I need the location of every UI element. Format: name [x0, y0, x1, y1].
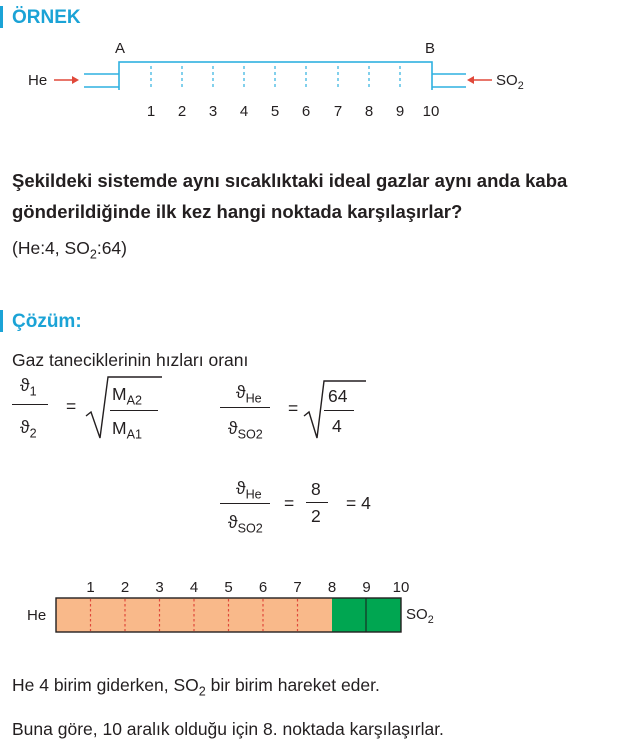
tube-tick-labels	[0, 103, 622, 123]
tube-tick-3: 3	[208, 103, 218, 120]
point-b-label: B	[425, 40, 436, 57]
bar-tick-7: 7	[293, 579, 302, 596]
f3-fraction-line	[220, 503, 270, 504]
bar-he-label: He	[27, 607, 47, 624]
f2-equals: =	[288, 398, 299, 418]
f1-equals: =	[66, 396, 77, 416]
conclusion-line-1: He 4 birim giderken, $SO_2$ bir birim hareket eder.	[12, 675, 380, 699]
f1-root-numerator: $M_{A2}$	[112, 384, 142, 408]
tube-tick-1: 1	[146, 103, 156, 120]
tube-tick-2: 2	[177, 103, 187, 120]
question-line-1: Şekildeki sistemde aynı sıcaklıktaki ideal gazlar aynı anda kaba	[12, 170, 568, 191]
bar-tick-8: 8	[327, 579, 337, 596]
tube-diagram	[0, 38, 622, 90]
f1-numerator: $ϑ_1$	[20, 375, 37, 399]
f2-fraction-line	[220, 407, 270, 408]
example-accent-bar	[0, 6, 3, 28]
f2-root-denominator: 4	[332, 416, 342, 436]
example-heading: ÖRNEK	[12, 7, 81, 28]
f3-equals: =	[284, 493, 295, 513]
bar-tick-4: 4	[189, 579, 199, 596]
f3-denominator: $ϑ_{SO2}$	[228, 512, 263, 536]
f1-fraction-line	[12, 404, 48, 405]
f1-root-denominator: $M_{A1}$	[112, 418, 142, 442]
f2-numerator: $ϑ_{He}$	[236, 382, 262, 406]
f1-root-fraction-line	[110, 410, 158, 411]
bar-tick-9: 9	[362, 579, 371, 596]
tube-tick-9: 9	[395, 103, 405, 120]
bar-so2-label: $SO_2$	[406, 606, 434, 626]
solution-accent-bar	[0, 310, 3, 332]
tube-tick-5: 5	[270, 103, 280, 120]
tube-tick-8: 8	[364, 103, 374, 120]
he-inlet-label: He	[28, 72, 48, 89]
point-a-label: A	[115, 40, 126, 57]
bar-tick-3: 3	[155, 579, 164, 596]
bar-tick-6: 6	[258, 579, 268, 596]
tube-tick-10: 10	[422, 103, 440, 120]
conclusion-line-2: Buna göre, 10 aralık olduğu için 8. noktada karşılaşırlar.	[12, 719, 444, 739]
bar-tick-10: 10	[392, 579, 410, 596]
f3-fraction-numerator: 8	[311, 479, 321, 499]
f2-root-fraction-line	[324, 410, 354, 411]
f3-numerator: $ϑ_{He}$	[236, 478, 262, 502]
given-molar-masses: (He:4, $SO_2:64$)	[12, 238, 127, 262]
tube-tick-4: 4	[239, 103, 249, 120]
f3-value-fraction-line	[306, 502, 328, 503]
so2-inlet-label: $SO_2$	[496, 72, 524, 92]
tube-tick-7: 7	[333, 103, 343, 120]
f2-root-numerator: 64	[328, 386, 348, 406]
bar-tick-1: 1	[86, 579, 95, 596]
meeting-bar	[0, 596, 622, 636]
bar-tick-2: 2	[120, 579, 130, 596]
question-line-2: gönderildiğinde ilk kez hangi noktada karşılaşırlar?	[12, 201, 463, 222]
f2-denominator: $ϑ_{SO2}$	[228, 418, 263, 442]
bar-tick-5: 5	[224, 579, 233, 596]
f3-fraction-denominator: 2	[311, 506, 321, 526]
f1-denominator: $ϑ_2$	[20, 417, 37, 441]
tube-tick-6: 6	[301, 103, 311, 120]
solution-intro: Gaz taneciklerinin hızları oranı	[12, 350, 249, 370]
f3-result: = 4	[346, 493, 371, 513]
solution-heading: Çözüm:	[12, 311, 82, 332]
